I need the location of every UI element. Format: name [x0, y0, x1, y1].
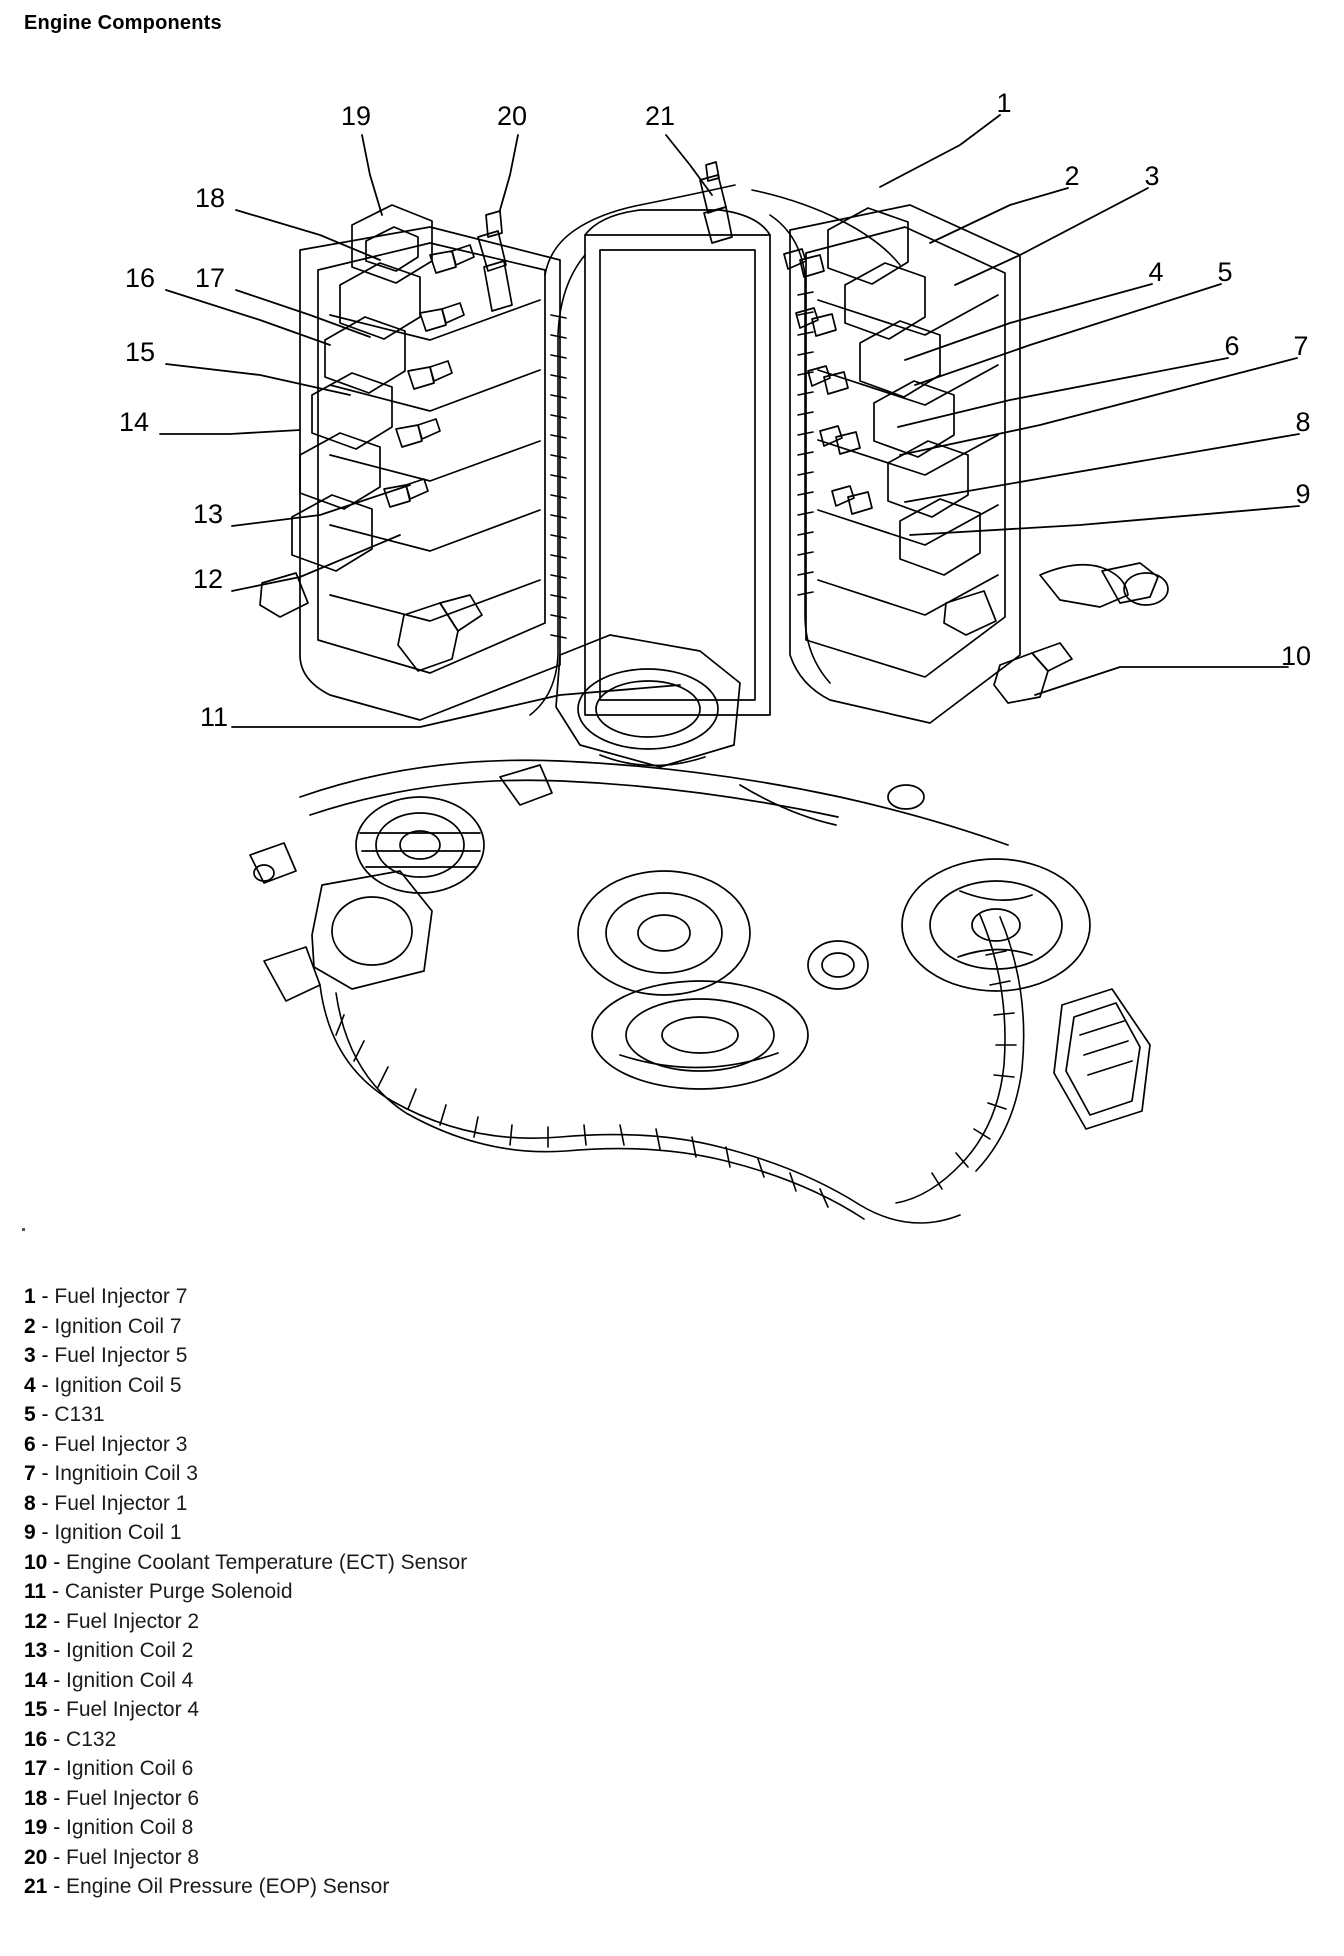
list-item — [24, 1813, 1024, 1843]
list-item — [24, 1872, 1024, 1902]
legend-label: C132 — [66, 1727, 117, 1751]
svg-text:13: 13 — [192, 499, 224, 529]
legend-number: 4 — [24, 1373, 36, 1397]
svg-text:17: 17 — [194, 263, 226, 293]
svg-text:10: 10 — [1280, 641, 1312, 671]
legend-number: 2 — [24, 1314, 36, 1338]
legend-label: Ignition Coil 4 — [66, 1668, 194, 1692]
legend-dash: - — [53, 1875, 61, 1898]
legend-dash: - — [41, 1491, 49, 1515]
legend-number: 14 — [24, 1668, 48, 1692]
list-item — [24, 1548, 1024, 1578]
legend-dash: - — [41, 1462, 49, 1485]
leader-lines — [160, 115, 1299, 727]
legend-label: Fuel Injector 5 — [54, 1344, 188, 1367]
legend-number: 8 — [24, 1491, 36, 1515]
svg-text:6: 6 — [1224, 331, 1240, 361]
legend-label: Fuel Injector 3 — [54, 1432, 188, 1456]
legend-label: Fuel Injector 1 — [54, 1491, 188, 1515]
legend-number: 21 — [24, 1875, 48, 1898]
legend-label: Fuel Injector 7 — [54, 1285, 188, 1308]
list-item — [24, 1843, 1024, 1873]
legend-label: Ignition Coil 6 — [66, 1757, 194, 1780]
list-item — [24, 1666, 1024, 1696]
list-item — [24, 1341, 1024, 1371]
legend-number: 5 — [24, 1403, 36, 1426]
legend-number: 20 — [24, 1845, 48, 1869]
legend-dash: - — [53, 1698, 61, 1721]
legend-label: C131 — [54, 1403, 105, 1426]
svg-text:1: 1 — [996, 88, 1012, 118]
list-item — [24, 1489, 1024, 1519]
legend-number: 18 — [24, 1786, 48, 1810]
stray-mark — [22, 1228, 25, 1231]
legend-label: Ingnitioin Coil 3 — [54, 1462, 198, 1485]
callout-numbers — [119, 88, 1311, 732]
svg-text:12: 12 — [192, 564, 224, 594]
legend-dash: - — [53, 1550, 61, 1574]
svg-text:7: 7 — [1293, 331, 1309, 361]
legend-number: 16 — [24, 1727, 48, 1751]
engine-diagram — [0, 55, 1344, 1235]
legend-number: 13 — [24, 1639, 48, 1662]
legend-number: 9 — [24, 1521, 36, 1544]
legend-dash: - — [53, 1609, 61, 1633]
legend-dash: - — [41, 1432, 49, 1456]
svg-text:5: 5 — [1217, 257, 1233, 287]
list-item — [24, 1400, 1024, 1430]
legend-number: 17 — [24, 1757, 48, 1780]
legend-number: 1 — [24, 1285, 36, 1308]
svg-text:19: 19 — [340, 101, 372, 131]
legend-number: 7 — [24, 1462, 36, 1485]
list-item — [24, 1725, 1024, 1755]
legend-dash: - — [41, 1314, 49, 1338]
legend-label: Engine Coolant Temperature (ECT) Sensor — [66, 1550, 468, 1574]
component-legend — [24, 1282, 1024, 1902]
legend-number: 19 — [24, 1816, 48, 1839]
legend-dash: - — [53, 1845, 61, 1869]
list-item — [24, 1312, 1024, 1342]
list-item — [24, 1371, 1024, 1401]
legend-number: 6 — [24, 1432, 36, 1456]
list-item — [24, 1518, 1024, 1548]
legend-dash: - — [53, 1639, 61, 1662]
engine-illustration — [250, 162, 1168, 1223]
legend-label: Fuel Injector 6 — [66, 1786, 200, 1810]
legend-number: 10 — [24, 1550, 48, 1574]
list-item — [24, 1695, 1024, 1725]
svg-text:9: 9 — [1295, 479, 1311, 509]
svg-text:15: 15 — [124, 337, 156, 367]
legend-label: Engine Oil Pressure (EOP) Sensor — [66, 1875, 390, 1898]
svg-text:3: 3 — [1144, 161, 1160, 191]
list-item — [24, 1459, 1024, 1489]
legend-dash: - — [41, 1285, 49, 1308]
list-item — [24, 1636, 1024, 1666]
list-item — [24, 1607, 1024, 1637]
legend-label: Ignition Coil 2 — [66, 1639, 194, 1662]
list-item — [24, 1430, 1024, 1460]
page-title: Engine Components — [24, 12, 222, 34]
legend-number: 15 — [24, 1698, 48, 1721]
legend-dash: - — [53, 1668, 61, 1692]
legend-dash: - — [53, 1757, 61, 1780]
legend-label: Canister Purge Solenoid — [64, 1580, 293, 1603]
legend-dash: - — [41, 1403, 49, 1426]
svg-text:11: 11 — [199, 702, 229, 732]
legend-label: Ignition Coil 1 — [54, 1521, 182, 1544]
svg-text:21: 21 — [644, 101, 676, 131]
legend-label: Ignition Coil 7 — [54, 1314, 182, 1338]
svg-text:14: 14 — [118, 407, 150, 437]
list-item — [24, 1577, 1024, 1607]
list-item — [24, 1282, 1024, 1312]
legend-dash: - — [53, 1727, 61, 1751]
svg-text:2: 2 — [1064, 161, 1080, 191]
legend-label: Fuel Injector 4 — [66, 1698, 200, 1721]
list-item — [24, 1784, 1024, 1814]
legend-dash: - — [53, 1816, 61, 1839]
legend-number: 3 — [24, 1344, 36, 1367]
svg-text:18: 18 — [194, 183, 226, 213]
legend-label: Ignition Coil 8 — [66, 1816, 194, 1839]
legend-dash: - — [41, 1344, 49, 1367]
svg-text:16: 16 — [124, 263, 156, 293]
list-item — [24, 1754, 1024, 1784]
legend-dash: - — [41, 1373, 49, 1397]
legend-label: Ignition Coil 5 — [54, 1373, 182, 1397]
legend-dash: - — [53, 1786, 61, 1810]
svg-text:20: 20 — [496, 101, 528, 131]
legend-dash: - — [41, 1521, 49, 1544]
legend-dash: - — [52, 1580, 60, 1603]
legend-label: Fuel Injector 8 — [66, 1845, 200, 1869]
legend-label: Fuel Injector 2 — [66, 1609, 200, 1633]
legend-number: 12 — [24, 1609, 48, 1633]
legend-number: 11 — [24, 1580, 47, 1603]
svg-text:4: 4 — [1148, 257, 1164, 287]
svg-text:8: 8 — [1295, 407, 1311, 437]
